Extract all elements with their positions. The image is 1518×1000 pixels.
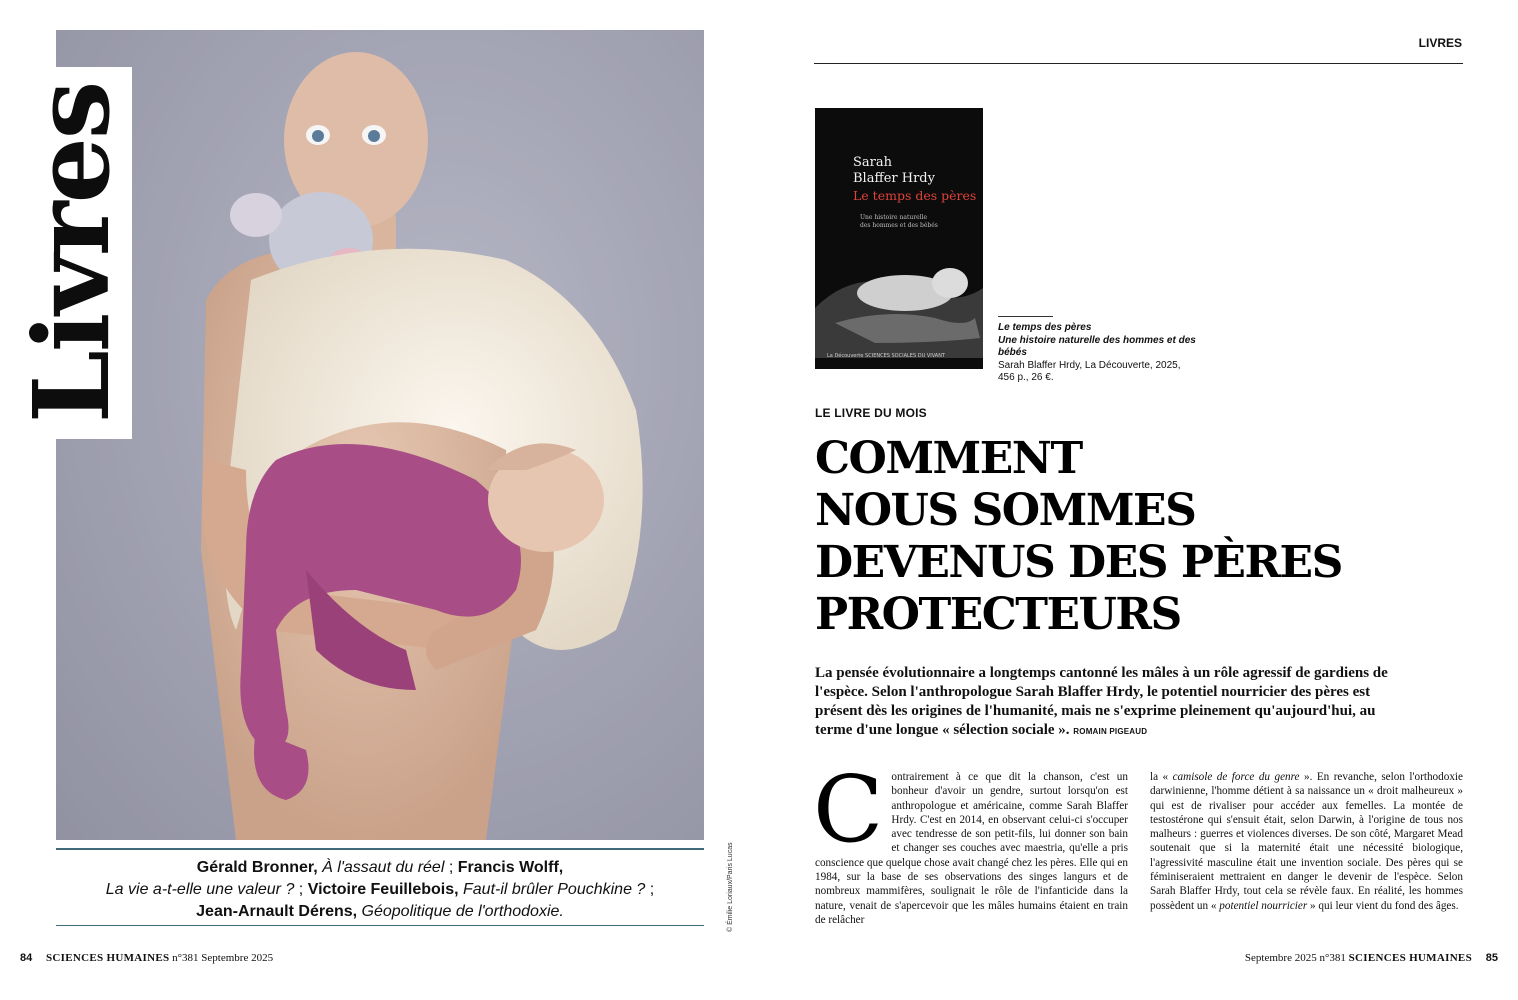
- cover-author-line-2: Blaffer Hrdy: [853, 171, 935, 186]
- caption-separator-1: ;: [444, 859, 458, 876]
- book-info-rule: [998, 316, 1053, 317]
- left-issue-date: Septembre 2025: [201, 952, 274, 964]
- left-magazine-name: SCIENCES HUMAINES: [46, 952, 170, 964]
- body-column-2: [1150, 770, 1463, 913]
- photo-credit: © Émilie Loriaux/Paris Lucas: [727, 842, 734, 932]
- books-caption: [56, 857, 704, 923]
- caption-author-4: Jean-Arnault Dérens,: [196, 903, 358, 920]
- right-magazine-name: SCIENCES HUMAINES: [1348, 952, 1472, 964]
- headline-line-2: NOUS SOMMES: [815, 485, 1196, 536]
- body-column-2-text-c: » qui leur vient du fond des âges.: [1307, 899, 1459, 912]
- caption-title-2: La vie a-t-elle une valeur ?: [105, 881, 295, 898]
- section-title: Livres: [10, 82, 133, 424]
- standfirst-text: La pensée évolutionnaire a longtemps cantonné les mâles à un rôle agressif de gardiens de l'espèce. Selon l'anthropologue Sarah Blaffer Hrdy, le potentiel nourricier des pères est présent dès les origines de l'humanité, mais ne s'exprime pleinement qu'aujourd'hui, au terme d'une longue « sélection sociale ».: [815, 665, 1388, 738]
- book-info-details-2: 456 p., 26 €.: [998, 372, 1054, 383]
- headline-line-4: PROTECTEURS: [815, 589, 1181, 640]
- book-info-details-1: Sarah Blaffer Hrdy, La Découverte, 2025,: [998, 359, 1181, 371]
- body-column-2-italic-1: camisole de force du genre: [1172, 771, 1300, 783]
- caption-rule-top: [56, 848, 704, 850]
- body-column-2-italic-2: potentiel nourricier: [1219, 899, 1308, 912]
- book-cover: [815, 108, 983, 369]
- section-title-tab: [12, 67, 132, 439]
- cover-subtitle-line-2: des hommes et des bébés: [860, 222, 938, 229]
- cover-photo: [56, 30, 704, 840]
- caption-rule-bottom: [56, 925, 704, 926]
- book-info-title: Le temps des pères: [998, 322, 1092, 333]
- cover-author-line-1: Sarah: [853, 155, 892, 170]
- cover-title: Le temps des pères: [853, 188, 977, 203]
- cover-author: [853, 155, 935, 187]
- standfirst: [815, 664, 1395, 741]
- caption-title-4: Géopolitique de l'orthodoxie.: [361, 903, 564, 920]
- caption-title-1: À l'assaut du réel: [322, 859, 445, 876]
- caption-author-1: Gérald Bronner,: [196, 859, 318, 876]
- book-info: [998, 322, 1218, 385]
- cover-subtitle: [860, 214, 938, 230]
- left-page-number: 84: [20, 952, 33, 964]
- body-column-1: [813, 756, 1128, 927]
- cover-publisher: La Découverte SCIENCES SOCIALES DU VIVANT: [827, 353, 946, 359]
- left-folio: [20, 952, 273, 964]
- right-folio: [1245, 952, 1498, 964]
- caption-separator-2: ;: [294, 881, 308, 898]
- right-issue-date: Septembre 2025: [1244, 952, 1317, 964]
- body-column-2-text-b: ». En revanche, selon l'orthodoxie darwinienne, l'homme détient à sa naissance un « droit malheureux » qui est de rivaliser pour accéder aux femelles. La montée de testostérone qui s'ensuit était, selon Darwin, à l'origine de tous nos malheurs : guerres et violences diverses. De son côté, Margaret Mead soutenait que si la maternité était une nécessité biologique, l'agressivité masculine était une invention sociale. Des pères qui se féminiseraient mettraient en danger le devenir de l'espèce. Selon Sarah Blaffer Hrdy, tout cela se révèle faux. En réalité, les hommes possèdent un «: [1150, 771, 1463, 912]
- caption-author-3: Victoire Feuillebois,: [307, 881, 459, 898]
- caption-title-3: Faut-il brûler Pouchkine ?: [463, 881, 646, 898]
- left-issue-number: n°381: [172, 952, 199, 964]
- caption-author-2: Francis Wolff,: [457, 859, 564, 876]
- right-issue-number: n°381: [1319, 952, 1346, 964]
- rubric: LIVRES: [1418, 36, 1462, 50]
- body-column-1-text: ontrairement à ce que dit la chanson, c'est un bonheur d'avoir un gendre, surtout lorsqu'on est anthropologue et américaine, comme Sarah Blaffer Hrdy. C'est en 2014, en observant celui-ci s'occuper avec tendresse de son petit-fils, lui donner son bain et changer ses couches avec maestria, qu'elle a pris conscience que quelque chose avait changé chez les pères. Elle qui en 1984, sur la base de ses observations des singes langurs et de nombreux mammifères, soulignait le rôle de l'infanticide dans la nature, venait de s'apercevoir que les mâles humains étaient en train de relâcher: [815, 771, 1128, 926]
- right-page-number: 85: [1485, 952, 1498, 964]
- drop-cap: C: [813, 756, 884, 863]
- kicker: LE LIVRE DU MOIS: [815, 406, 927, 420]
- caption-separator-3: ;: [645, 881, 655, 898]
- cover-photo-baby: [815, 248, 983, 358]
- headline-line-3: DEVENUS DES PÈRES: [815, 537, 1342, 588]
- book-info-subtitle: Une histoire naturelle des hommes et des bébés: [998, 334, 1196, 358]
- body-column-2-text-a: la «: [1150, 771, 1173, 783]
- header-rule: [814, 63, 1463, 64]
- headline: [815, 433, 1475, 641]
- headline-line-1: COMMENT: [815, 433, 1082, 484]
- byline: ROMAIN PIGEAUD: [1073, 727, 1148, 736]
- cover-subtitle-line-1: Une histoire naturelle: [860, 214, 928, 221]
